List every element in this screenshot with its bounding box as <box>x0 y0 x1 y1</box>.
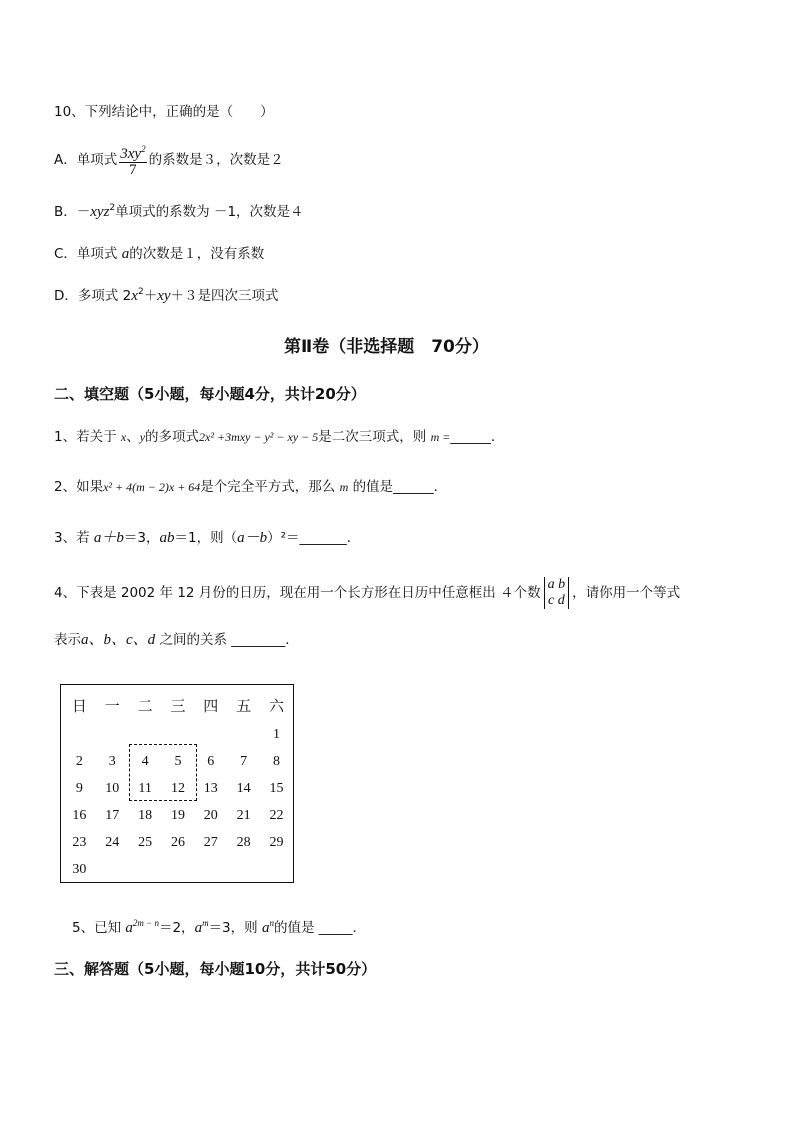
day-cell: 15 <box>269 780 284 796</box>
day-cell: 13 <box>203 780 218 796</box>
exponent: 2 <box>137 287 144 297</box>
q5-text: 的值是 <box>273 920 315 936</box>
q10-stem: 10、下列结论中，正确的是（ ） <box>54 104 274 120</box>
monomial: xyz <box>90 204 110 220</box>
expression: a－b <box>237 530 268 546</box>
polynomial: 2x² +3mxy − y² − xy − 5 <box>199 430 319 444</box>
option-b-suffix: 单项式的系数为 －1，次数是４ <box>115 204 304 220</box>
exponent: n <box>269 918 274 928</box>
variable: xy <box>157 288 171 304</box>
day-cell: 6 <box>207 753 215 769</box>
fraction-numerator: 3xy <box>120 146 142 162</box>
part2-title: 第Ⅱ卷（非选择题 70分） <box>284 337 489 357</box>
box-row-top: a b <box>547 577 566 592</box>
power-base: a <box>194 920 203 936</box>
q4-text: 表示 <box>54 632 81 648</box>
q2-end: ． <box>433 479 448 495</box>
day-cell: 20 <box>203 807 218 823</box>
day-cell <box>96 856 129 883</box>
day-cell <box>227 856 260 883</box>
day-cell: 24 <box>105 834 120 850</box>
q10-option-a <box>54 142 284 178</box>
day-cell: 1 <box>273 726 281 742</box>
option-c-prefix: C．单项式 <box>54 246 118 262</box>
section3-heading: 三、解答题（5小题，每小题10分，共计50分） <box>54 960 377 978</box>
day-cell: 23 <box>72 834 87 850</box>
box-row-bottom: c d <box>547 593 565 608</box>
weekday-header: 六 <box>269 696 285 715</box>
weekday-header: 五 <box>236 696 252 715</box>
polynomial: x² + 4(m − 2)x + 64 <box>103 480 201 494</box>
q3-text: 3、若 <box>54 530 90 546</box>
fill-question-4 <box>54 577 680 609</box>
day-cell: 29 <box>269 834 284 850</box>
q3-end: ． <box>346 530 361 546</box>
fill-question-2 <box>54 475 447 495</box>
day-cell: 8 <box>273 753 281 769</box>
q1-text: 1、若关于 <box>54 429 117 445</box>
day-cell <box>227 721 260 748</box>
separator: 、 <box>126 429 140 445</box>
day-cell: 21 <box>236 807 251 823</box>
option-a-prefix: A．单项式 <box>54 152 118 168</box>
weekday-header: 二 <box>137 696 153 715</box>
q4-text: ，请你用一个等式 <box>572 585 681 601</box>
answer-blank: _______ <box>299 530 347 546</box>
day-cell: 12 <box>170 780 185 796</box>
day-cell: 25 <box>138 834 153 850</box>
section2-heading: 二、填空题（5小题，每小题4分，共计20分） <box>54 385 366 403</box>
day-cell: 19 <box>170 807 185 823</box>
power-base: a <box>261 920 270 936</box>
calendar-table <box>60 684 294 883</box>
number-box <box>544 577 570 609</box>
day-cell <box>162 856 195 883</box>
variables: a、b、c、d <box>81 632 156 648</box>
answer-blank: _____ <box>318 920 353 936</box>
day-cell: 4 <box>141 753 149 769</box>
variable: a <box>121 246 130 262</box>
day-cell <box>260 856 293 883</box>
day-cell: 30 <box>72 861 87 877</box>
q4-text: 之间的关系 <box>159 632 227 648</box>
weekday-header: 四 <box>203 696 219 715</box>
q2-text: 是个完全平方式，那么 <box>200 479 336 495</box>
weekday-header: 日 <box>71 696 87 715</box>
day-cell: 28 <box>236 834 251 850</box>
variable: m <box>339 480 349 494</box>
power-base: a <box>125 920 133 936</box>
q10-option-d <box>54 284 279 305</box>
day-cell: 17 <box>105 807 120 823</box>
day-cell: 11 <box>138 780 152 796</box>
fill-question-1 <box>54 425 504 445</box>
exponent: 2 <box>141 144 146 154</box>
fraction-denominator: 7 <box>129 162 137 178</box>
expression: a＋b <box>93 530 124 546</box>
day-cell: 2 <box>75 753 83 769</box>
answer-blank: ________ <box>231 632 286 648</box>
day-cell: 10 <box>105 780 120 796</box>
q2-text: 的值是 <box>352 479 394 495</box>
q1-end: ． <box>490 429 505 445</box>
answer-blank: ______ <box>450 429 491 445</box>
constant-term: ＋３ <box>170 288 198 304</box>
exponent: 2 <box>109 203 116 213</box>
day-cell: 18 <box>138 807 153 823</box>
calendar-week-row <box>63 856 293 883</box>
q4-text: 4、下表是 2002 年 12 月份的日历，现在用一个长方形在日历中任意框出 ４个数 <box>54 585 541 601</box>
calendar-week-row <box>63 829 293 856</box>
q1-text: 的多项式 <box>145 429 200 445</box>
option-b-prefix: B．－ <box>54 204 91 220</box>
day-cell: 5 <box>174 753 182 769</box>
exponent: 2m − n <box>132 918 159 928</box>
day-cell: 14 <box>236 780 251 796</box>
q3-text: ＝1，则（ <box>174 530 238 546</box>
exponent: m <box>202 918 209 928</box>
day-cell <box>194 856 227 883</box>
option-d-suffix: 是四次三项式 <box>197 288 279 304</box>
q3-text: ＝3， <box>123 530 160 546</box>
q3-text: ）²＝ <box>267 530 300 546</box>
variable: m = <box>430 430 451 444</box>
day-cell: 3 <box>108 753 116 769</box>
q5-text: ＝2， <box>158 920 195 936</box>
option-d-prefix: D．多项式 2 <box>54 288 132 304</box>
variable: x <box>131 288 138 304</box>
day-cell <box>96 721 129 748</box>
fill-question-4-line2 <box>54 628 299 649</box>
day-cell <box>194 721 227 748</box>
dashed-selection-rectangle <box>129 744 197 801</box>
q4-end: ． <box>285 632 299 648</box>
calendar-week-row <box>63 802 293 829</box>
day-cell <box>129 856 162 883</box>
q5-text: 5、已知 <box>72 920 122 936</box>
day-cell: 7 <box>240 753 248 769</box>
expression: ab <box>159 530 175 546</box>
q10-option-b <box>54 200 304 221</box>
calendar-header-row <box>63 689 293 721</box>
q2-text: 2、如果 <box>54 479 104 495</box>
q1-text: 是二次三项式，则 <box>318 429 427 445</box>
day-cell: 16 <box>72 807 87 823</box>
day-cell: 9 <box>75 780 83 796</box>
fraction <box>119 142 146 178</box>
answer-blank: ______ <box>393 479 434 495</box>
weekday-header: 一 <box>104 696 120 715</box>
option-a-suffix: 的系数是３，次数是２ <box>148 152 284 168</box>
day-cell: 22 <box>269 807 284 823</box>
fill-question-5 <box>72 916 366 937</box>
option-c-suffix: 的次数是１，没有系数 <box>129 246 265 262</box>
q10-option-c <box>54 242 264 263</box>
fill-question-3 <box>54 526 360 547</box>
plus-sign: ＋ <box>143 288 158 304</box>
weekday-header: 三 <box>170 696 186 715</box>
day-cell: 27 <box>203 834 218 850</box>
variable: y <box>139 430 146 444</box>
day-cell: 26 <box>170 834 185 850</box>
variable: x <box>120 430 127 444</box>
q5-end: ． <box>352 920 366 936</box>
day-cell <box>63 721 96 748</box>
q5-text: ＝3，则 <box>208 920 258 936</box>
